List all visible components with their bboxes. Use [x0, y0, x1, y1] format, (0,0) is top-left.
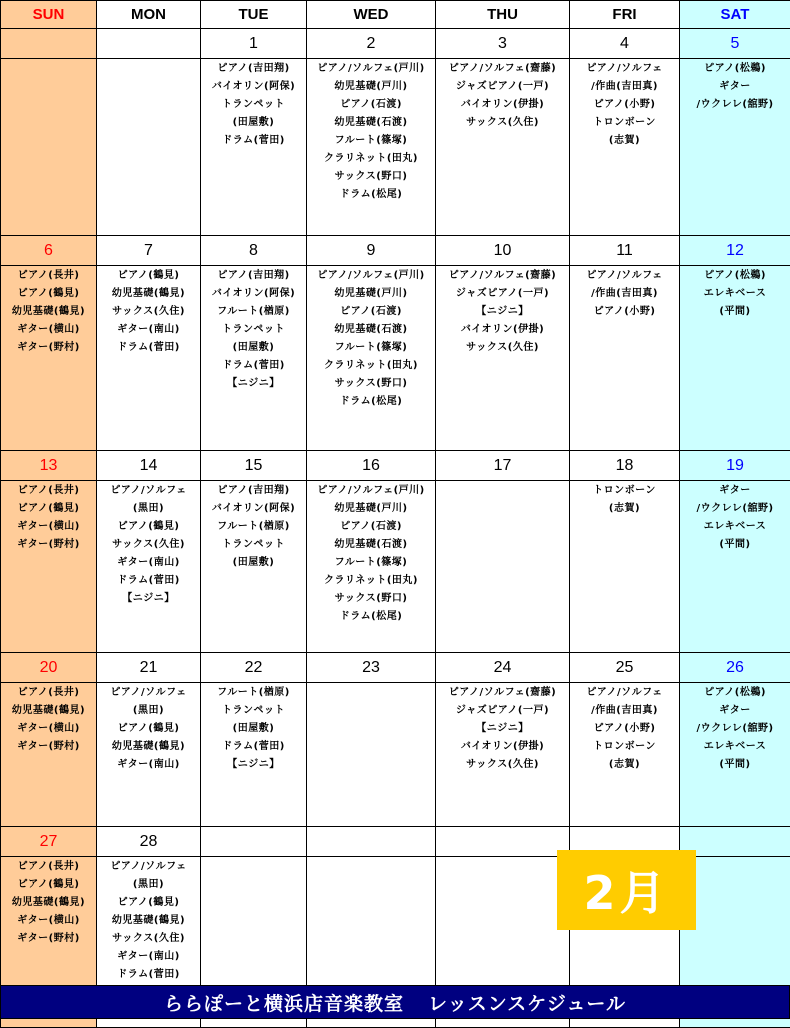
- lesson-entry: (志賀): [570, 132, 679, 150]
- lesson-entry: ギター(南山): [97, 756, 200, 774]
- lesson-entry: ドラム(菅田): [201, 357, 306, 375]
- lesson-entry: バイオリン(阿保): [201, 78, 306, 96]
- lesson-list: [680, 266, 790, 321]
- lesson-list: [436, 481, 569, 482]
- lesson-cell-wed: [307, 481, 436, 653]
- lesson-entry: フルート(楢原): [201, 684, 306, 702]
- lesson-cell-fri: [570, 683, 680, 827]
- date-cell-sat: 5: [680, 29, 790, 59]
- lesson-list: [97, 857, 200, 1002]
- lesson-entry: サックス(久住): [97, 303, 200, 321]
- lesson-entry: バイオリン(伊掛): [436, 738, 569, 756]
- lesson-entry: (平間): [680, 303, 790, 321]
- lesson-entry: ピアノ/ソルフェ(戸川): [307, 267, 435, 285]
- weekday-header-sat: SAT: [680, 1, 790, 29]
- lesson-entry: ピアノ(鶴見): [1, 876, 96, 894]
- lesson-entry: 【ニジニ】: [436, 303, 569, 321]
- lesson-entry: ジャズピアノ(一戸): [436, 285, 569, 303]
- lesson-cell-thu: [436, 59, 570, 236]
- lesson-entry: 幼児基礎(石渡): [307, 114, 435, 132]
- lesson-entry: ドラム(菅田): [201, 738, 306, 756]
- date-cell-mon: [97, 29, 201, 59]
- lesson-cell-sun: [1, 266, 97, 451]
- lesson-entry: ギター: [680, 78, 790, 96]
- lesson-entry: ギター(野村): [1, 536, 96, 554]
- lesson-entry: ピアノ/ソルフェ(齋藤): [436, 60, 569, 78]
- lesson-cell-mon: [97, 481, 201, 653]
- lesson-entry: ピアノ(松鵜): [680, 684, 790, 702]
- lesson-list: [97, 59, 200, 60]
- lesson-cell-fri: [570, 266, 680, 451]
- lesson-list: [97, 481, 200, 608]
- lesson-list: [436, 683, 569, 774]
- lesson-entry: ピアノ/ソルフェ: [570, 60, 679, 78]
- lesson-entry: 幼児基礎(鶴見): [97, 285, 200, 303]
- lesson-entry: ピアノ(松鵜): [680, 60, 790, 78]
- lesson-entry: 幼児基礎(戸川): [307, 78, 435, 96]
- lesson-entry: /ウクレレ(舘野): [680, 500, 790, 518]
- lesson-entry: (田屋敷): [201, 114, 306, 132]
- lesson-entry: /作曲(吉田真): [570, 702, 679, 720]
- lesson-list: [1, 481, 96, 554]
- lesson-entry: サックス(野口): [307, 590, 435, 608]
- lesson-entry: /ウクレレ(舘野): [680, 96, 790, 114]
- lesson-entry: ピアノ/ソルフェ: [97, 684, 200, 702]
- lesson-entry: ギター(南山): [97, 554, 200, 572]
- lesson-entry: 幼児基礎(石渡): [307, 321, 435, 339]
- lesson-entry: /ウクレレ(舘野): [680, 720, 790, 738]
- lesson-entry: 幼児基礎(鶴見): [1, 303, 96, 321]
- lesson-entry: ピアノ(小野): [570, 303, 679, 321]
- lesson-entry: バイオリン(阿保): [201, 500, 306, 518]
- date-cell-sat: 12: [680, 236, 790, 266]
- lesson-entry: ピアノ/ソルフェ(齋藤): [436, 684, 569, 702]
- footer-banner: [0, 985, 790, 1019]
- lesson-entry: (田屋敷): [201, 720, 306, 738]
- lesson-entry: 幼児基礎(鶴見): [1, 894, 96, 912]
- date-row: [1, 653, 790, 683]
- date-cell-fri: 18: [570, 451, 680, 481]
- date-cell-mon: 28: [97, 827, 201, 857]
- lesson-entry: ピアノ(長井): [1, 482, 96, 500]
- lesson-list: [570, 266, 679, 321]
- date-cell-thu: 24: [436, 653, 570, 683]
- lesson-entry: バイオリン(阿保): [201, 285, 306, 303]
- lesson-list: [680, 857, 790, 858]
- lesson-list: [307, 266, 435, 411]
- lesson-cell-wed: [307, 59, 436, 236]
- date-cell-fri: 4: [570, 29, 680, 59]
- lesson-entry: ギター: [680, 482, 790, 500]
- lesson-entry: (黒田): [97, 876, 200, 894]
- date-cell-thu: 17: [436, 451, 570, 481]
- lesson-list: [570, 481, 679, 518]
- lesson-entry: エレキベース: [680, 738, 790, 756]
- lesson-cell-thu: [436, 683, 570, 827]
- footer-school-name: ららぽーと横浜店音楽教室: [164, 989, 404, 1016]
- lesson-list: [201, 59, 306, 150]
- lesson-list: [307, 481, 435, 626]
- lesson-list: [570, 683, 679, 774]
- date-cell-sun: [1, 29, 97, 59]
- date-cell-thu: 3: [436, 29, 570, 59]
- lesson-entry: ギター(南山): [97, 321, 200, 339]
- date-cell-wed: 23: [307, 653, 436, 683]
- lesson-list: [201, 266, 306, 393]
- lesson-cell-fri: [570, 481, 680, 653]
- lesson-entry: ピアノ(松鵜): [680, 267, 790, 285]
- lesson-cell-fri: [570, 59, 680, 236]
- lesson-list: [436, 266, 569, 357]
- lesson-entry: ピアノ(鶴見): [97, 720, 200, 738]
- lesson-entry: トランペット: [201, 702, 306, 720]
- lesson-entry: エレキベース: [680, 285, 790, 303]
- lesson-entry: (志賀): [570, 756, 679, 774]
- lesson-entry: フルート(篠塚): [307, 554, 435, 572]
- date-cell-mon: 21: [97, 653, 201, 683]
- date-cell-sat: 19: [680, 451, 790, 481]
- lesson-list: [436, 857, 569, 858]
- lesson-entry: (黒田): [97, 702, 200, 720]
- lesson-cell-sun: [1, 481, 97, 653]
- date-cell-tue: 1: [201, 29, 307, 59]
- lesson-entry: ギター(野村): [1, 930, 96, 948]
- lesson-cell-mon: [97, 683, 201, 827]
- lesson-entry: ドラム(菅田): [97, 339, 200, 357]
- lesson-entry: ドラム(菅田): [97, 572, 200, 590]
- date-cell-thu: 10: [436, 236, 570, 266]
- lesson-list: [680, 683, 790, 774]
- lesson-cell-sat: [680, 683, 790, 827]
- lesson-entry: トロンボーン: [570, 482, 679, 500]
- lesson-cell-tue: [201, 481, 307, 653]
- weekday-header-thu: THU: [436, 1, 570, 29]
- lesson-entry: 幼児基礎(石渡): [307, 536, 435, 554]
- lesson-cell-tue: [201, 683, 307, 827]
- date-cell-wed: [307, 827, 436, 857]
- lesson-list: [1, 266, 96, 357]
- date-cell-sun: 20: [1, 653, 97, 683]
- lesson-row: [1, 481, 790, 653]
- lesson-entry: トランペット: [201, 96, 306, 114]
- lesson-cell-wed: [307, 266, 436, 451]
- date-cell-thu: [436, 827, 570, 857]
- footer-schedule-title: レッスンスケジュール: [428, 989, 626, 1016]
- lesson-entry: ピアノ/ソルフェ: [97, 858, 200, 876]
- lesson-entry: クラリネット(田丸): [307, 150, 435, 168]
- date-cell-tue: 15: [201, 451, 307, 481]
- lesson-entry: ピアノ(鶴見): [1, 285, 96, 303]
- lesson-entry: ピアノ(鶴見): [97, 894, 200, 912]
- lesson-entry: ジャズピアノ(一戸): [436, 702, 569, 720]
- lesson-entry: フルート(楢原): [201, 303, 306, 321]
- lesson-row: [1, 266, 790, 451]
- lesson-entry: ピアノ(鶴見): [97, 267, 200, 285]
- lesson-entry: (平間): [680, 536, 790, 554]
- date-cell-wed: 2: [307, 29, 436, 59]
- lesson-entry: ドラム(菅田): [201, 132, 306, 150]
- lesson-entry: 【ニジニ】: [436, 720, 569, 738]
- lesson-entry: ピアノ(石渡): [307, 518, 435, 536]
- lesson-list: [307, 857, 435, 858]
- lesson-cell-sun: [1, 59, 97, 236]
- lesson-entry: (田屋敷): [201, 554, 306, 572]
- lesson-entry: ギター(横山): [1, 912, 96, 930]
- lesson-list: [570, 59, 679, 150]
- date-cell-sun: 6: [1, 236, 97, 266]
- lesson-list: [201, 683, 306, 774]
- lesson-entry: ドラム(菅田): [97, 966, 200, 984]
- lesson-cell-sat: [680, 481, 790, 653]
- lesson-entry: ピアノ(吉田翔): [201, 267, 306, 285]
- month-badge: 2月: [557, 850, 696, 930]
- date-row: [1, 29, 790, 59]
- lesson-entry: ピアノ(石渡): [307, 96, 435, 114]
- date-cell-mon: 7: [97, 236, 201, 266]
- lesson-cell-sat: [680, 266, 790, 451]
- lesson-entry: 幼児基礎(鶴見): [1, 702, 96, 720]
- lesson-list: [97, 683, 200, 774]
- lesson-entry: 【ニジニ】: [97, 590, 200, 608]
- date-cell-fri: 11: [570, 236, 680, 266]
- lesson-entry: /作曲(吉田真): [570, 78, 679, 96]
- lesson-entry: バイオリン(伊掛): [436, 321, 569, 339]
- lesson-entry: ピアノ/ソルフェ(戸川): [307, 60, 435, 78]
- lesson-list: [201, 481, 306, 572]
- lesson-entry: ピアノ/ソルフェ(戸川): [307, 482, 435, 500]
- lesson-entry: ピアノ(鶴見): [97, 518, 200, 536]
- date-cell-tue: 22: [201, 653, 307, 683]
- lesson-entry: ピアノ(吉田翔): [201, 482, 306, 500]
- date-row: [1, 236, 790, 266]
- lesson-entry: ピアノ(長井): [1, 267, 96, 285]
- date-cell-fri: 25: [570, 653, 680, 683]
- date-cell-sun: 13: [1, 451, 97, 481]
- lesson-entry: /作曲(吉田真): [570, 285, 679, 303]
- lesson-entry: ピアノ(鶴見): [1, 500, 96, 518]
- lesson-entry: ジャズピアノ(一戸): [436, 78, 569, 96]
- lesson-entry: (黒田): [97, 500, 200, 518]
- lesson-list: [436, 59, 569, 132]
- lesson-entry: 幼児基礎(戸川): [307, 285, 435, 303]
- date-cell-sat: 26: [680, 653, 790, 683]
- lesson-entry: サックス(久住): [97, 536, 200, 554]
- lesson-list: [1, 857, 96, 948]
- lesson-entry: 幼児基礎(戸川): [307, 500, 435, 518]
- lesson-entry: クラリネット(田丸): [307, 572, 435, 590]
- lesson-row: [1, 683, 790, 827]
- lesson-entry: ピアノ(小野): [570, 720, 679, 738]
- date-cell-wed: 16: [307, 451, 436, 481]
- lesson-entry: フルート(篠塚): [307, 339, 435, 357]
- lesson-entry: サックス(野口): [307, 375, 435, 393]
- lesson-entry: 【ニジニ】: [201, 375, 306, 393]
- lesson-entry: ピアノ/ソルフェ: [97, 482, 200, 500]
- lesson-entry: フルート(楢原): [201, 518, 306, 536]
- lesson-entry: 幼児基礎(鶴見): [97, 912, 200, 930]
- date-cell-sun: 27: [1, 827, 97, 857]
- lesson-entry: ピアノ(長井): [1, 858, 96, 876]
- lesson-entry: ギター(南山): [97, 948, 200, 966]
- lesson-cell-sat: [680, 59, 790, 236]
- lesson-entry: ギター: [680, 702, 790, 720]
- lesson-entry: ギター(横山): [1, 321, 96, 339]
- lesson-entry: ギター(横山): [1, 720, 96, 738]
- date-cell-tue: 8: [201, 236, 307, 266]
- lesson-entry: サックス(久住): [436, 114, 569, 132]
- lesson-entry: ピアノ(長井): [1, 684, 96, 702]
- lesson-cell-tue: [201, 266, 307, 451]
- lesson-entry: ドラム(松尾): [307, 608, 435, 626]
- lesson-list: [201, 857, 306, 858]
- lesson-cell-sun: [1, 683, 97, 827]
- lesson-entry: エレキベース: [680, 518, 790, 536]
- lesson-row: [1, 59, 790, 236]
- lesson-list: [1, 59, 96, 60]
- lesson-entry: ギター(野村): [1, 339, 96, 357]
- lesson-entry: ギター(横山): [1, 518, 96, 536]
- lesson-entry: (田屋敷): [201, 339, 306, 357]
- lesson-entry: ピアノ(石渡): [307, 303, 435, 321]
- lesson-entry: ギター(野村): [1, 738, 96, 756]
- lesson-list: [1, 683, 96, 756]
- lesson-entry: トロンボーン: [570, 114, 679, 132]
- lesson-entry: (平間): [680, 756, 790, 774]
- weekday-header-fri: FRI: [570, 1, 680, 29]
- lesson-cell-thu: [436, 266, 570, 451]
- lesson-list: [307, 683, 435, 684]
- lesson-cell-mon: [97, 59, 201, 236]
- lesson-entry: トロンボーン: [570, 738, 679, 756]
- lesson-entry: サックス(久住): [436, 756, 569, 774]
- weekday-header-sun: SUN: [1, 1, 97, 29]
- lesson-entry: バイオリン(伊掛): [436, 96, 569, 114]
- lesson-cell-mon: [97, 266, 201, 451]
- lesson-entry: 【ニジニ】: [201, 756, 306, 774]
- lesson-entry: サックス(野口): [307, 168, 435, 186]
- weekday-header-tue: TUE: [201, 1, 307, 29]
- lesson-list: [680, 481, 790, 554]
- weekday-header-wed: WED: [307, 1, 436, 29]
- lesson-entry: ピアノ/ソルフェ: [570, 267, 679, 285]
- lesson-entry: トランペット: [201, 321, 306, 339]
- weekday-header-mon: MON: [97, 1, 201, 29]
- lesson-entry: クラリネット(田丸): [307, 357, 435, 375]
- lesson-entry: トランペット: [201, 536, 306, 554]
- lesson-entry: サックス(久住): [436, 339, 569, 357]
- lesson-entry: ピアノ/ソルフェ: [570, 684, 679, 702]
- lesson-entry: ドラム(松尾): [307, 186, 435, 204]
- weekday-header-row: [1, 1, 790, 29]
- lesson-entry: ピアノ(小野): [570, 96, 679, 114]
- lesson-list: [307, 59, 435, 204]
- lesson-cell-wed: [307, 683, 436, 827]
- lesson-cell-thu: [436, 481, 570, 653]
- lesson-cell-tue: [201, 59, 307, 236]
- lesson-list: [97, 266, 200, 357]
- date-cell-sat: [680, 827, 790, 857]
- lesson-entry: フルート(篠塚): [307, 132, 435, 150]
- lesson-entry: (志賀): [570, 500, 679, 518]
- lesson-entry: ピアノ/ソルフェ(齋藤): [436, 267, 569, 285]
- date-cell-mon: 14: [97, 451, 201, 481]
- date-cell-wed: 9: [307, 236, 436, 266]
- lesson-entry: サックス(久住): [97, 930, 200, 948]
- lesson-list: [680, 59, 790, 114]
- lesson-entry: ドラム(松尾): [307, 393, 435, 411]
- lesson-entry: ピアノ(吉田翔): [201, 60, 306, 78]
- lesson-entry: 幼児基礎(鶴見): [97, 738, 200, 756]
- date-row: [1, 451, 790, 481]
- date-cell-tue: [201, 827, 307, 857]
